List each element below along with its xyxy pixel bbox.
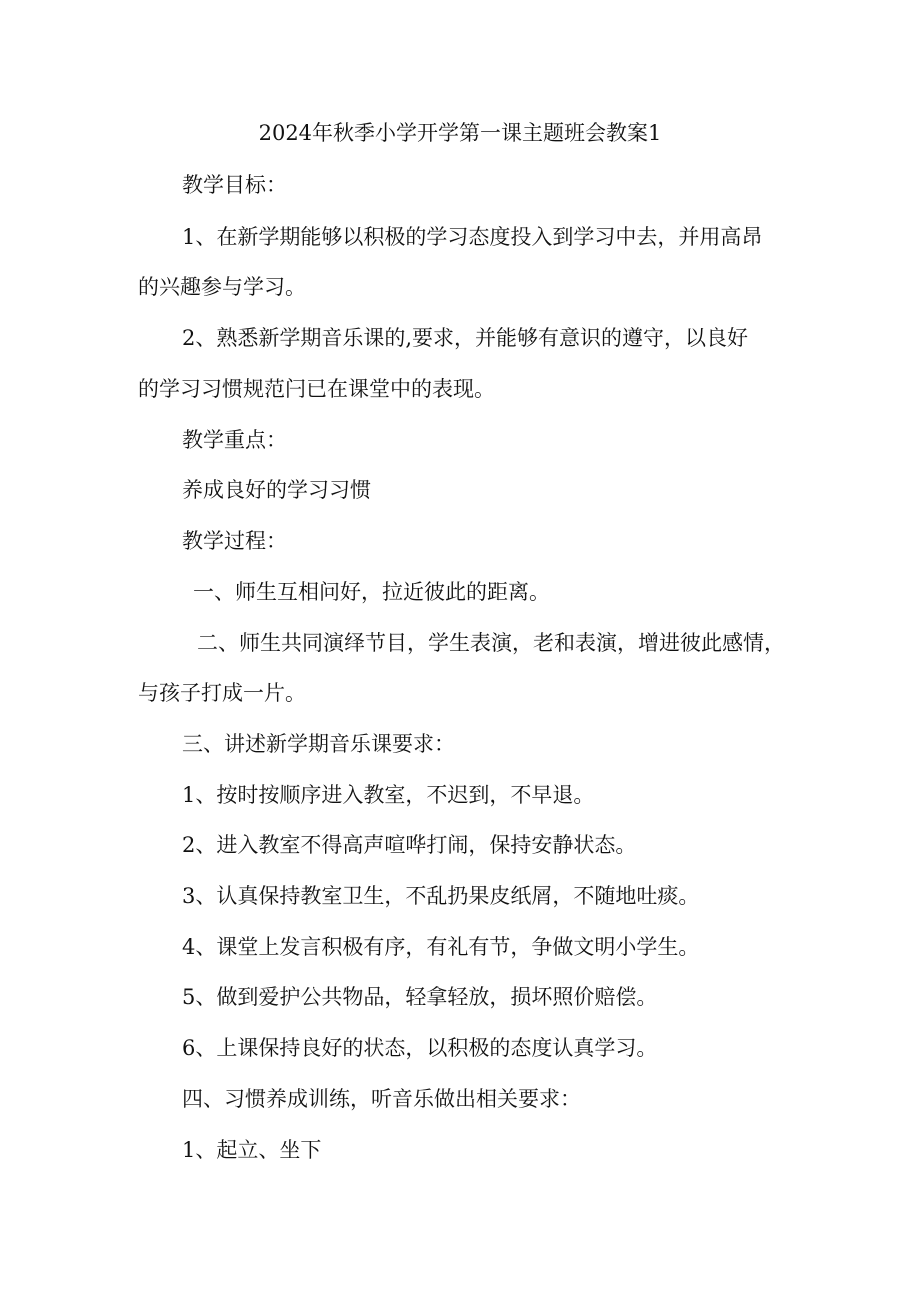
- heading-teaching-process: 教学过程：: [182, 529, 287, 553]
- goal-1-line-1: 1、在新学期能够以积极的学习态度投入到学习中去，并用高昂: [182, 225, 763, 249]
- goal-2-line-1: 2、熟悉新学期音乐课的,要求，并能够有意识的遵守，以良好: [182, 326, 749, 350]
- rule-4: 4、课堂上发言积极有序，有礼有节，争做文明小学生。: [182, 935, 700, 959]
- rule-3: 3、认真保持教室卫生，不乱扔果皮纸屑，不随地吐痰。: [182, 884, 700, 908]
- process-step-2-line-2: 与孩子打成一片。: [138, 681, 306, 705]
- document-title: 2024年秋季小学开学第一课主题班会教案1: [258, 121, 662, 145]
- rule-6: 6、上课保持良好的状态，以积极的态度认真学习。: [182, 1036, 658, 1060]
- training-item-1: 1、起立、坐下: [182, 1138, 322, 1162]
- rule-2: 2、进入教室不得高声喧哗打闹，保持安静状态。: [182, 833, 637, 857]
- heading-teaching-focus: 教学重点：: [182, 428, 287, 452]
- process-step-1: 一、师生互相问好，拉近彼此的距离。: [193, 580, 550, 604]
- rule-1: 1、按时按顺序进入教室，不迟到，不早退。: [182, 783, 595, 807]
- goal-2-line-2: 的学习习惯规范闩已在课堂中的表现。: [138, 377, 495, 401]
- goal-1-line-2: 的兴趣参与学习。: [138, 275, 306, 299]
- process-step-3-heading: 三、讲述新学期音乐课要求：: [182, 732, 455, 756]
- rule-5: 5、做到爱护公共物品，轻拿轻放，损坏照价赔偿。: [182, 985, 658, 1009]
- process-step-4-heading: 四、习惯养成训练，听音乐做出相关要求：: [182, 1087, 581, 1111]
- process-step-2-line-1: 二、师生共同演绎节目，学生表演，老和表演，增进彼此感情，: [197, 631, 785, 655]
- heading-teaching-goals: 教学目标：: [182, 173, 287, 197]
- focus-text: 养成良好的学习习惯: [182, 478, 371, 502]
